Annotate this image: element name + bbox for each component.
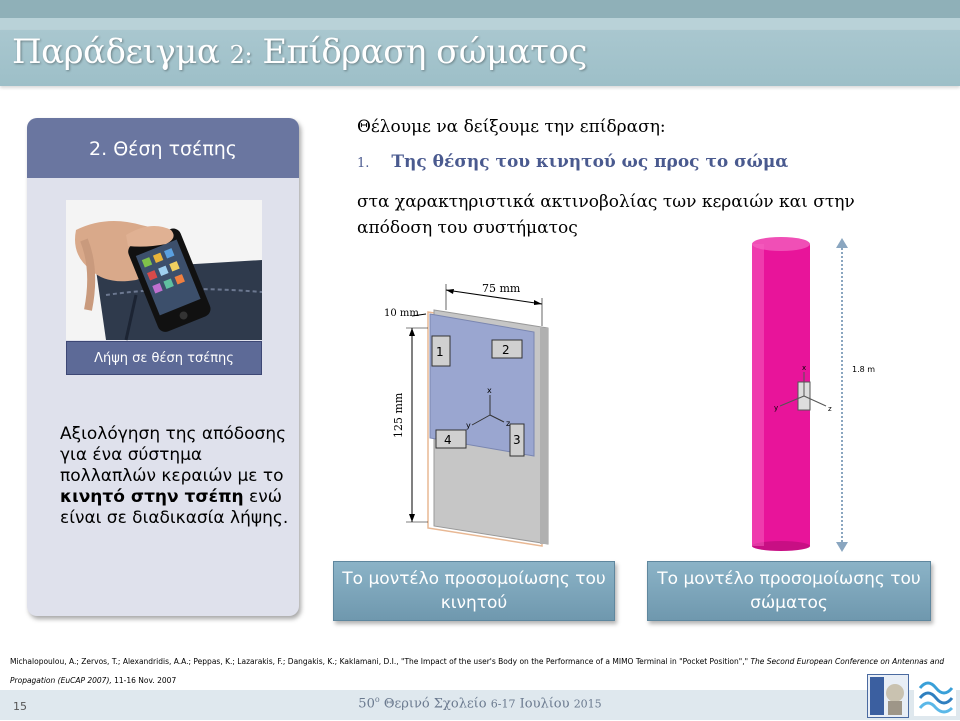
phone-model-label: Το μοντέλο προσομοίωσης του κινητού [333, 561, 615, 621]
antenna-3 [510, 424, 524, 456]
slide-title: Παράδειγμα 2: Επίδραση σώματος [12, 32, 587, 72]
svg-text:z: z [506, 419, 511, 428]
card-description: Αξιολόγηση της απόδοσης για ένα σύστημα πολλαπλών κεραιών με το κινητό στην τσέπη ενώ είναι σε διαδικασία λήψης. [60, 424, 289, 528]
footer-event: $50^o$ Θερινό Σχολείο 6-17 Ιουλίου 2015 [358, 695, 602, 712]
svg-text:x: x [802, 364, 807, 372]
svg-text:x: x [487, 386, 492, 395]
svg-text:1: 1 [436, 345, 444, 359]
body-model-label: Το μοντέλο προσομοίωσης του σώματος [647, 561, 931, 621]
school-logo [914, 674, 956, 716]
card-title: 2. Θέση τσέπης [89, 138, 237, 160]
svg-text:2: 2 [502, 343, 510, 357]
phone-model-diagram [370, 270, 580, 552]
body-model-diagram [740, 234, 876, 552]
svg-text:3: 3 [513, 433, 521, 447]
university-logo [867, 674, 909, 718]
pocket-caption: Λήψη σε θέση τσέπης [66, 341, 262, 375]
top-band [0, 0, 960, 18]
svg-text:10 mm: 10 mm [384, 308, 419, 319]
svg-text:125 mm: 125 mm [392, 392, 405, 438]
intro-continuation: στα χαρακτηριστικά ακτινοβολίας των κεραιών και στην απόδοση του συστήματος [357, 192, 855, 238]
svg-text:1.8 m: 1.8 m [852, 365, 876, 374]
svg-text:y: y [774, 404, 779, 412]
antenna-2 [492, 340, 522, 358]
svg-text:4: 4 [444, 433, 452, 447]
page-number: 15 [13, 700, 27, 713]
svg-text:75 mm: 75 mm [482, 282, 521, 295]
svg-text:z: z [828, 405, 832, 413]
list-item: 1. Της θέσης του κινητού ως προς το σώμα [357, 152, 789, 172]
reference-citation: Michalopoulou, A.; Zervos, T.; Alexandridis, A.A.; Peppas, K.; Lazarakis, F.; Dangakis, K.; Kaklamani, D.I., "The Impact of the user's Body on the Performance of a MIMO Terminal in "Pocket Position"," The Second European Conference on Antennas and Propagation (EuCAP 2007), 11-16 Nov. 2007 [10, 657, 945, 685]
antenna-1 [432, 336, 450, 366]
intro-text: Θέλουμε να δείξουμε την επίδραση: [357, 117, 666, 137]
antenna-4 [436, 430, 466, 448]
svg-text:y: y [466, 421, 471, 430]
phone-in-pocket-photo [66, 200, 262, 340]
